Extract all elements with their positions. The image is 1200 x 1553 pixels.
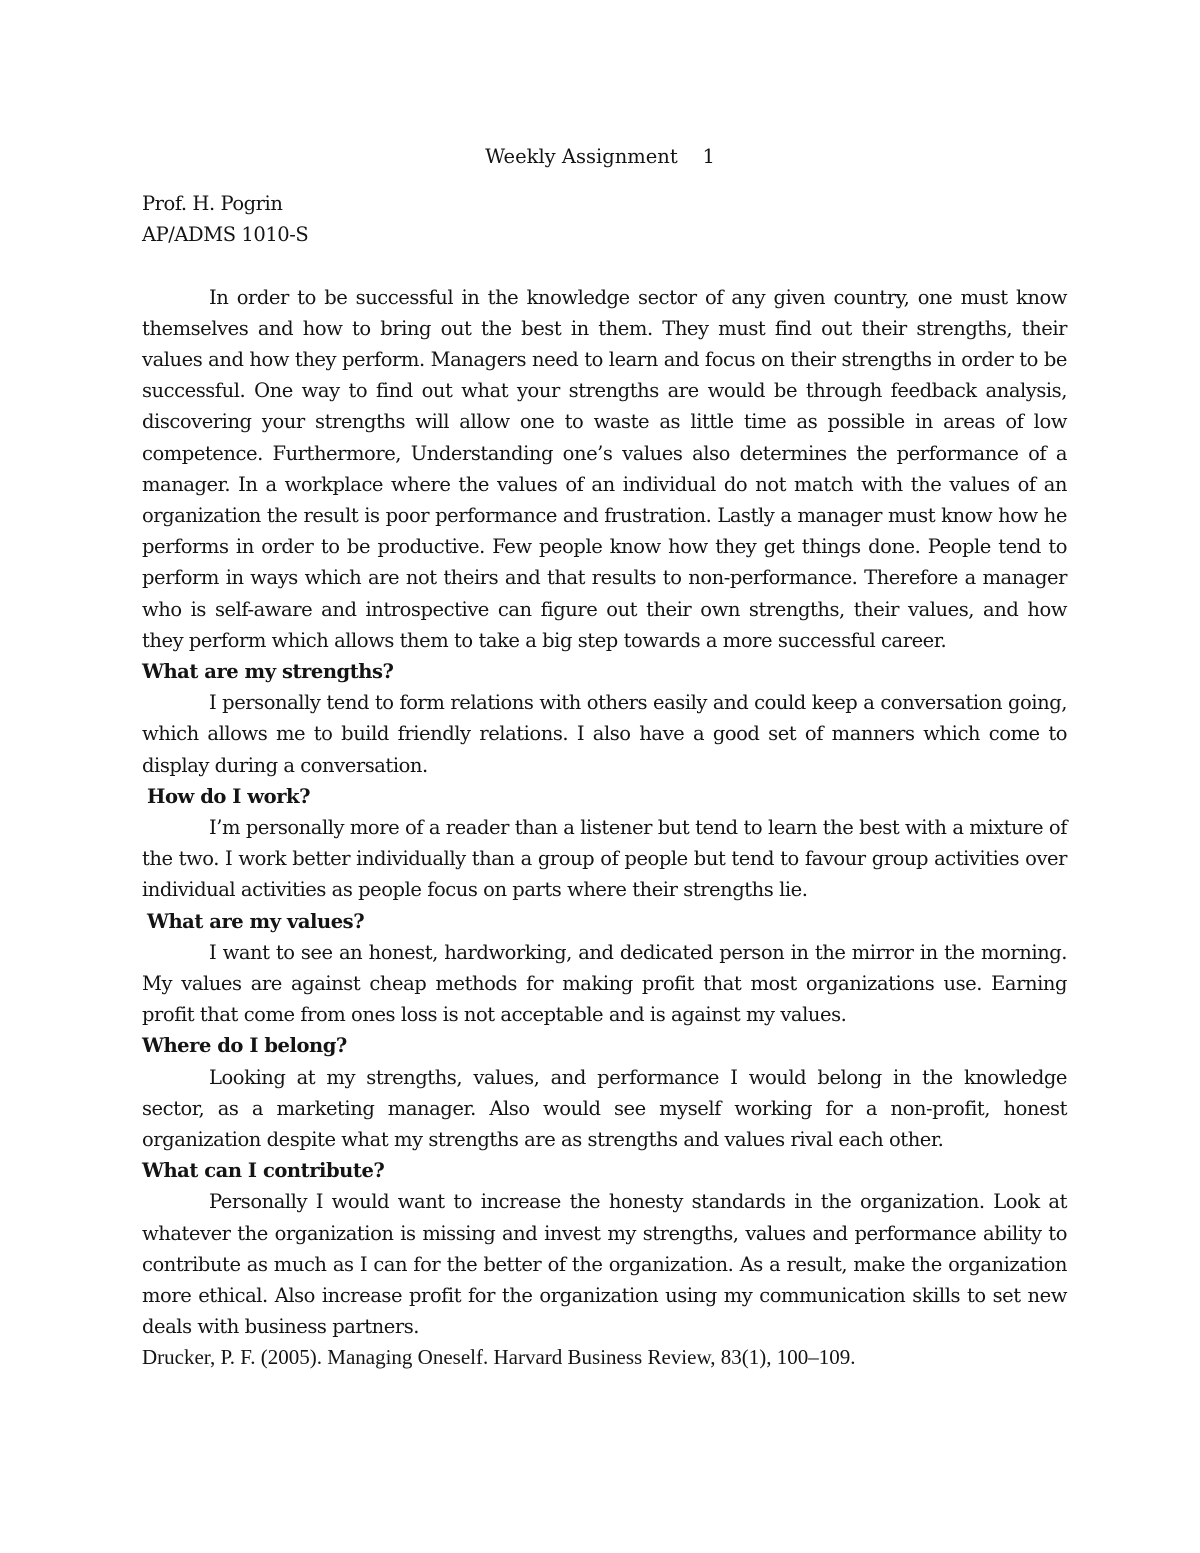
intro-paragraph: In order to be successful in the knowledge sector of any given country, one must know themselves and how to bring out the best in them. They must find out their strengths, their values and how they perform. Managers need to learn and focus on their strengths in order to be successful. One way to find out what your strengths are would be through feedback analysis, discovering your strengths will allow one to waste as little time as possible in areas of low competence. Furthermore, Understanding one’s values also determines the performance of a manager. In a workplace where the values of an individual do not match with the values of an organization the result is poor performance and frustration. Lastly a manager must know how he performs in order to be productive. Few people know how they get things done. People tend to perform in ways which are not theirs and that results to non-performance. Therefore a manager who is self-aware and introspective can figure out their own strengths, their values, and how they perform which allows them to take a big step towards a more successful career. — [142, 285, 1067, 652]
paragraph-contribute: Personally I would want to increase the honesty standards in the organization. Look at whatever the organization is missing and invest my strengths, values and performance ability to contribute as much as I can for the better of the organization. As a result, make the organization more ethical. Also increase profit for the organization using my communication skills to set new deals with business partners. — [142, 1190, 1067, 1339]
heading-belong: Where do I belong? — [142, 1034, 347, 1058]
course-code: AP/ADMS 1010-S — [142, 223, 309, 247]
heading-work: How do I work? — [147, 784, 311, 808]
document-body — [142, 188, 1067, 1374]
reference-citation: Drucker, P. F. (2005). Managing Oneself. Harvard Business Review, 83(1), 100–109. — [142, 1345, 856, 1370]
professor-name: Prof. H. Pogrin — [142, 192, 283, 215]
paragraph-strengths: I personally tend to form relations with others easily and could keep a conversation going, which allows me to build friendly relations. I also have a good set of manners which come to display during a conversation. — [142, 691, 1067, 777]
paragraph-values: I want to see an honest, hardworking, and dedicated person in the mirror in the morning. My values are against cheap methods for making profit that most organizations use. Earning profit that come from ones loss is not acceptable and is against my values. — [142, 940, 1067, 1027]
blank-line — [142, 250, 1067, 281]
heading-contribute: What can I contribute? — [142, 1159, 385, 1183]
heading-strengths: What are my strengths? — [142, 660, 394, 683]
paragraph-belong: Looking at my strengths, values, and performance I would belong in the knowledge sector, as a marketing manager. Also would see myself working for a non-profit, honest organization despite what my strengths are as strengths and values rival each other. — [142, 1065, 1067, 1151]
document-title: Weekly Assignment 1 — [485, 145, 715, 168]
paragraph-work: I’m personally more of a reader than a listener but tend to learn the best with a mixture of the two. I work better individually than a group of people but tend to favour group activities over individual activities as people focus on parts where their strengths lie. — [142, 815, 1067, 902]
heading-values: What are my values? — [147, 909, 365, 933]
